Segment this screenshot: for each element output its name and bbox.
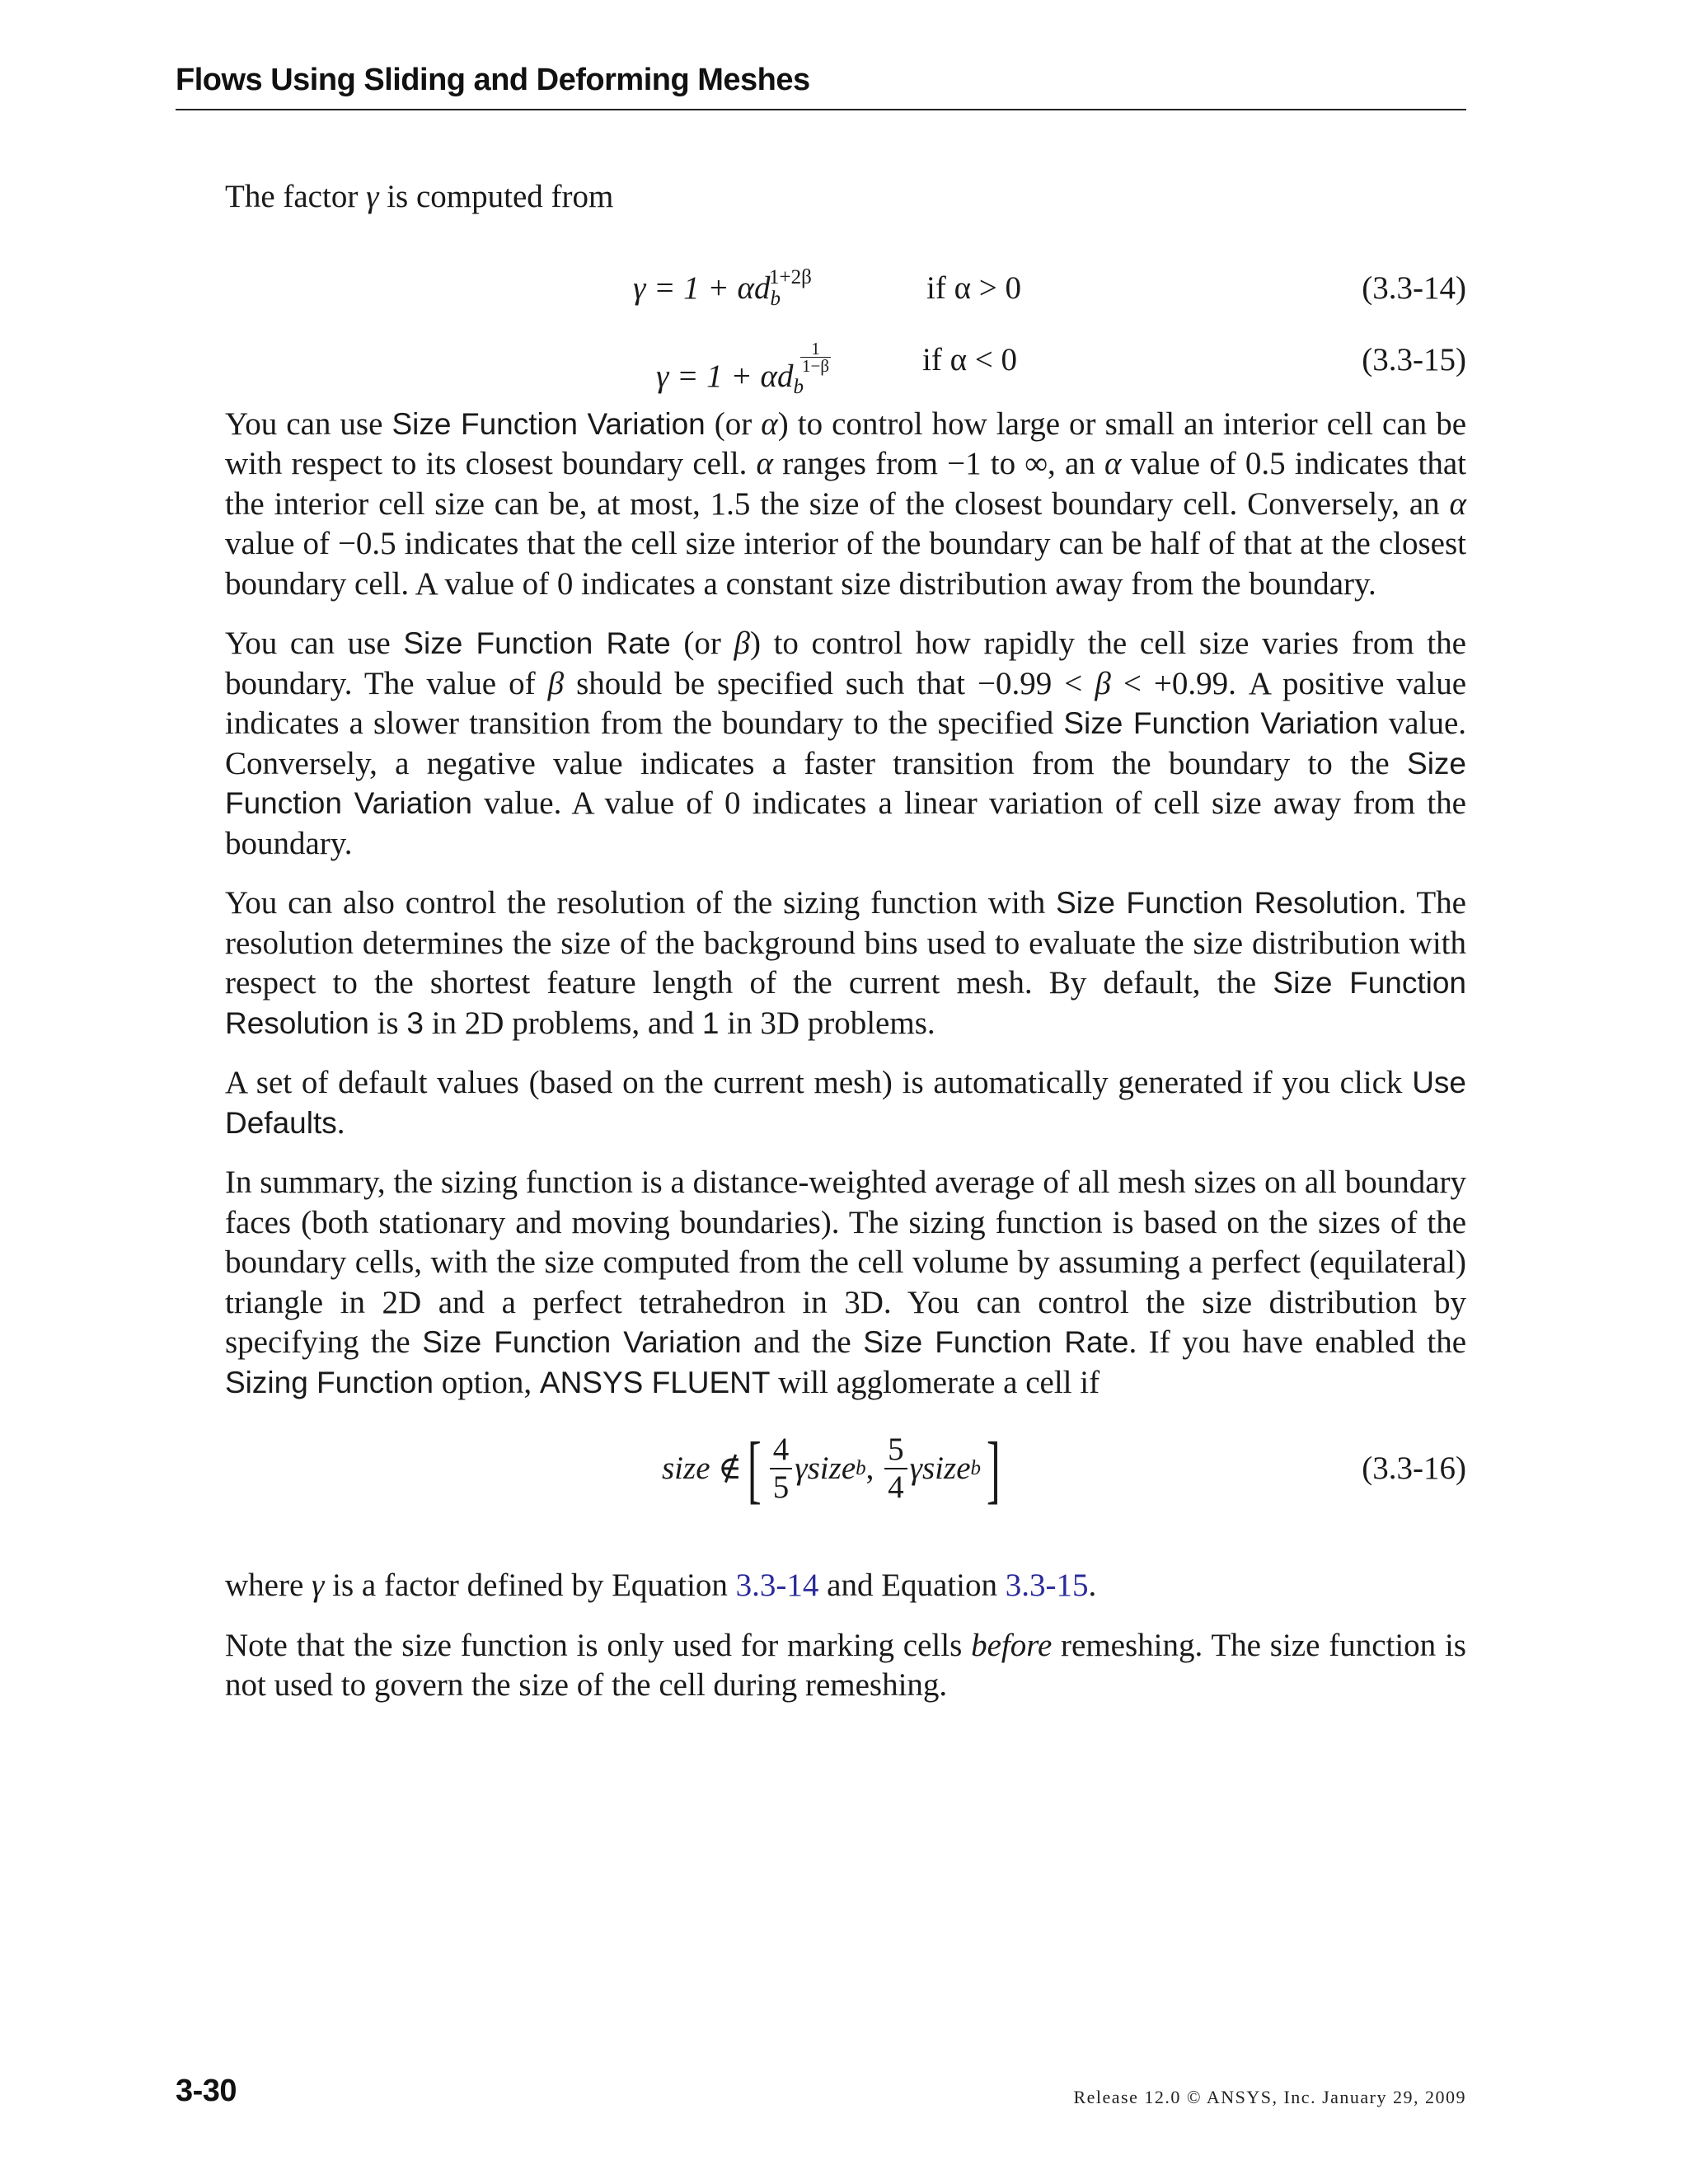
math-gamma: γ [366,179,379,214]
ui-term: Size Function Variation [422,1325,742,1359]
text: In summary, the sizing function is a distance-weighted average of all mesh sizes on all boundary faces (both stationary and moving boundaries). The sizing function is based on the sizes of the boundary cells, with the size computed from the cell volume by assuming a perfect (equilateral) triangle in 2D and a perfect tetrahedron in 3D. You can control the size distribution by specifying the [225,1165,1466,1360]
equation-3-3-15 [225,338,1466,398]
ui-term: Size Function Resolution [1056,886,1399,920]
ui-term: Size Function Resolution [225,966,1467,1040]
text: . The resolution determines the size of the background bins used to evaluate the size distribution with respect to the shortest feature length of the current mesh. By default, the [225,885,1466,1001]
text: and the [741,1324,864,1360]
numerator: 4 [770,1432,793,1469]
text: . If you have enabled the [1128,1324,1466,1360]
ui-value: 3 [406,1005,424,1040]
fraction-5-4 [884,1432,907,1506]
paragraph-size-function-rate [225,624,1466,864]
paragraph-summary [225,1163,1466,1403]
eq-subscript: b [793,375,804,398]
text: You can use [225,626,404,661]
eq-d: d [753,269,771,306]
equation-link-3-3-15[interactable]: 3.3-15 [1005,1568,1089,1603]
ui-term: Size Function Variation [225,746,1466,820]
paragraph-use-defaults [225,1063,1466,1143]
fraction-4-5 [770,1432,793,1506]
equation-3-3-16 [225,1422,1466,1546]
running-header-title: Flows Using Sliding and Deforming Meshes [176,63,810,97]
text: value. Conversely, a negative value indicates a faster transition from the boundary to the [225,705,1467,781]
exp-numerator: 1 [800,340,831,358]
text: You can also control the resolution of the sizing function with [225,885,1057,921]
text: and Equation [818,1568,1006,1603]
paragraph-note [225,1626,1466,1706]
text: < +0.99. A positive value indicates a slower transition from the boundary to the specified [225,665,1467,741]
equation-expression: size ∉ [ $\frac{4}{5}$ γsize b , $\frac{5}{4}$ γsize b ] [662,1427,1001,1511]
text: (or [670,626,734,661]
right-bracket: ] [986,1427,1001,1511]
equation-number: (3.3-14) [1362,269,1466,306]
exp-denominator: 1−β [801,355,830,376]
ui-term: Size Function Rate [863,1325,1129,1359]
math-alpha: α [756,446,774,481]
equation-condition: if α > 0 [926,269,1022,306]
ui-term: Size Function Rate [403,626,671,660]
eq-lhs: γ = 1 + α [633,269,754,306]
text: is computed from [378,179,614,214]
emphasis: before [971,1627,1053,1663]
text: ) to control how large or small an interior cell can be with respect to its closest boundary cell. [225,405,1467,481]
math-beta: β [734,626,750,661]
text: will agglomerate a cell if [770,1364,1100,1400]
math-gamma: γ [312,1568,325,1603]
text: is [368,1005,407,1041]
eq-lhs: size ∉ [662,1450,743,1486]
product-name: ANSYS FLUENT [539,1365,771,1399]
numerator: 5 [884,1432,907,1469]
ui-term: Size Function Variation [1063,706,1379,740]
math-alpha: α [1104,446,1122,481]
eq-exponent-fraction [800,340,831,374]
text: You can use [225,405,392,442]
eq-d: d [776,358,794,394]
text: in 2D problems, and [423,1005,702,1041]
eq-subscript: b [770,287,781,310]
text: should be specified such that −0.99 < [564,665,1095,701]
ui-term: Use Defaults [225,1066,1466,1140]
equation-block-14-15 [225,237,1466,398]
page-number: 3-30 [176,2074,237,2108]
paragraph-size-function-variation [225,405,1466,605]
release-note: Release 12.0 © ANSYS, Inc. January 29, 2009 [1073,2087,1466,2107]
left-bracket: [ [748,1427,762,1511]
equation-number: (3.3-15) [1362,341,1466,377]
text: remeshing. The size function is not used to govern the size of the cell during remeshing. [225,1627,1466,1703]
equation-link-3-3-14[interactable]: 3.3-14 [735,1568,819,1603]
text: ranges from −1 to ∞, an [773,446,1104,481]
ui-term: Size Function Variation [392,406,706,441]
denominator: 5 [772,1469,790,1505]
equation-number: (3.3-16) [1362,1451,1466,1486]
text: is a factor defined by Equation [324,1568,736,1603]
equation-expression [633,265,812,310]
equation-expression [656,340,831,397]
equation-3-3-14 [225,265,1466,318]
denominator: 4 [888,1469,904,1505]
math-alpha: α [1449,485,1466,522]
equation-condition: if α < 0 [922,341,1018,377]
text: A set of default values (based on the current mesh) is automatically generated if you click [225,1065,1413,1100]
ui-value: 1 [701,1005,720,1040]
math-beta: β [1095,665,1111,701]
text: (or [705,405,762,442]
page-header [176,63,1466,98]
text: value of 0.5 indicates that the interior cell size can be, at most, 1.5 the size of the closest boundary cell. Conversely, an [225,446,1466,522]
paragraph-size-function-resolution [225,883,1466,1043]
text: Note that the size function is only used for marking cells [225,1627,972,1663]
text: . [336,1104,345,1141]
text: ) to control how rapidly the cell size varies from the boundary. The value of [225,626,1466,701]
eq-term: γsize [795,1450,856,1486]
eq-exponent: 1+2β [768,265,812,288]
eq-comma: , [865,1450,883,1486]
eq-lhs: γ = 1 + α [656,358,777,394]
math-beta: β [547,665,565,701]
ui-term: Sizing Function [225,1365,434,1399]
text: value. A value of 0 indicates a linear variation of cell size away from the boundary. [225,785,1466,861]
header-rule [176,109,1466,110]
intro-paragraph [225,177,1466,218]
text: option, [433,1364,540,1400]
math-alpha: α [761,405,778,442]
eq-term: γsize [909,1450,971,1486]
text: value of −0.5 indicates that the cell size interior of the boundary can be half of that at the closest boundary cell. A value of 0 indicates a constant size distribution away from the boundary. [225,526,1466,602]
text: in 3D problems. [719,1005,935,1041]
page-body [225,177,1466,1726]
text: . [1088,1568,1097,1603]
text: where [225,1568,312,1603]
text: The factor [225,179,367,214]
paragraph-where-gamma [225,1566,1466,1606]
